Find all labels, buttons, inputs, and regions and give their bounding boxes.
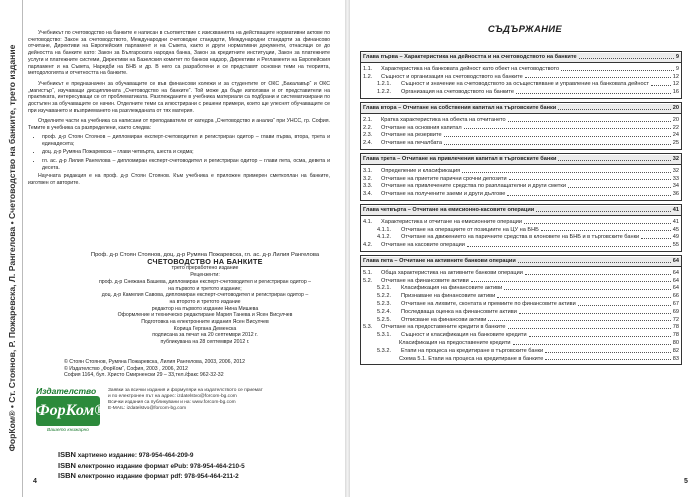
toc-page-number: 64 — [672, 257, 679, 264]
toc-leader-dots — [464, 128, 671, 129]
toc-entry-number: 2.1. — [363, 116, 373, 123]
toc-entry-number: 5.3.1. — [377, 332, 391, 339]
toc-page-number: 55 — [672, 242, 679, 249]
toc-leader-dots — [444, 144, 671, 145]
toc-entry-number: 3.1. — [363, 167, 373, 174]
toc-entry-number: 3.3. — [363, 183, 373, 190]
intro-paragraph-2: Учебникът е предназначен за обучаващите се във финансови колежи и за студентите от ОКС „Бакалавър“ и ОКС „магистър“, изучаващи дисциплината „Счетоводство на банките“. Той може да бъде използван и от представители на практиката, интересуващи се от проблематиката. Разглежданите в учебника материали са подбрани и систематизирани по достъпен за обучаващите се начин. Отделните теми са илюстрирани с решени примери, които ще улеснят обучаващите се при изучаването и възприемането на разглежданата от тях материя. — [28, 80, 330, 114]
toc-title: СЪДЪРЖАНИЕ — [487, 24, 563, 35]
reviewers-label: Рецензенти: — [190, 272, 220, 279]
toc-leader-dots — [578, 305, 671, 306]
isbn-label: ISBN — [58, 471, 76, 480]
authors-list-item: • доц. д-р Румяна Пожаревска – глави четвърта, шеста и седма; — [42, 149, 330, 156]
toc-leader-dots — [507, 195, 670, 196]
copyright-line: © Стоян Стоянов, Румяна Пожаревска, Лилия Рангелова, 2003, 2006, 2012 — [64, 359, 245, 365]
toc-entry-title: Признаване на финансовите активи — [401, 293, 496, 300]
toc-entry[interactable] — [363, 219, 679, 226]
toc-chapter — [360, 51, 682, 99]
toc-page-number: 9 — [675, 54, 679, 60]
publisher-info-line: E-MAIL: izdatelstvo@forcom-bg.com — [108, 406, 187, 412]
toc-page-number: 25 — [672, 140, 679, 147]
toc-entry-number: 1.2.1. — [377, 81, 391, 88]
editor-note: Научната редакция е на проф. д-р Стоян Стоянов. Към учебника е приложен примерен сметкоплан на банките, изготвен от авторите. — [28, 173, 330, 187]
toc-entry-title: Отчитане на движението на паричните средства в клоновете на БНБ и в търговските банки — [401, 234, 640, 241]
toc-page-number: 34 — [672, 183, 679, 190]
toc-page-number: 78 — [672, 324, 679, 331]
spine-text: ФорКом® • Ст. Стоянов, Р. Пожаревска, Л. Рангелова • Счетоводство на банките, трето издание — [7, 44, 17, 452]
toc-leader-dots — [462, 172, 671, 173]
toc-entry-title: Същност и класификация на банковите кредити — [401, 332, 527, 339]
toc-leader-dots — [561, 70, 674, 71]
toc-leader-dots — [497, 297, 671, 298]
toc-chapter-items — [361, 217, 681, 251]
toc-entry-number: 5.2.5. — [377, 316, 391, 323]
toc-page-number: 9 — [675, 65, 679, 72]
toc-entry-number: 5.1. — [363, 269, 373, 276]
toc-entry-number: 5.3. — [363, 324, 373, 331]
toc-page-number: 24 — [672, 132, 679, 139]
toc-entry[interactable] — [363, 74, 679, 81]
toc-entry[interactable] — [363, 309, 679, 316]
toc-leader-dots — [516, 93, 671, 94]
toc-leader-dots — [541, 230, 671, 231]
authors-list-item: • гл. ас. д-р Лилия Рангелова – дипломиран експерт-счетоводител и регистриран одитор – глави пета, осма, девета и десета. — [42, 158, 330, 171]
toc-leader-dots — [651, 85, 671, 86]
toc-entry-title: Отчитане на основния капитал — [381, 124, 462, 131]
toc-entry-title: Организация на счетоводството на банките — [401, 89, 515, 96]
publisher-info — [108, 388, 333, 412]
toc-chapter — [360, 255, 682, 365]
isbn-block — [58, 450, 343, 482]
toc-entry[interactable] — [363, 293, 679, 300]
toc-leader-dots — [513, 344, 671, 345]
toc-entry[interactable] — [363, 285, 679, 292]
toc-page-number: 72 — [672, 316, 679, 323]
toc-entry[interactable] — [363, 132, 679, 139]
toc-entry[interactable] — [363, 332, 679, 339]
toc-entry[interactable] — [363, 270, 679, 277]
toc-leader-dots — [558, 109, 671, 110]
copyright-line: София 1164, бул. Христо Смирненски 29 – 33,тел./факс 962-32-32 — [64, 372, 224, 379]
toc-leader-dots — [579, 58, 674, 59]
authors-list — [28, 134, 330, 172]
toc-chapter-title: Глава втора – Отчитане на собствения капитал на търговските банки — [363, 104, 557, 111]
print-date: подписана за печат на 20 септември 2012 г. — [152, 332, 258, 339]
reviewer-2: доц. д-р Камелия Савова, дипломиран експерт-счетоводител и регистриран одитор – — [101, 292, 309, 299]
toc-chapter-heading[interactable] — [361, 257, 681, 267]
toc-page-number: 20 — [672, 104, 679, 111]
toc-leader-dots — [641, 238, 671, 239]
toc-leader-dots — [508, 121, 671, 122]
toc-entry-number: 4.1.2. — [377, 234, 391, 241]
toc-entry-title: Схема 5.1. Етапи на процеса на кредитиране в банките — [399, 355, 544, 362]
design-credit: Оформление и техническо редактиране Мария Танева и Ясен Висулчев — [117, 312, 293, 319]
toc-entry[interactable] — [363, 301, 679, 308]
toc-page-number: 64 — [672, 277, 679, 284]
isbn-label: ISBN — [58, 460, 76, 470]
copyright-line: © Издателство „ФорКом“, София, 2003 , 2006, 2012 — [64, 365, 188, 372]
toc-entry[interactable] — [363, 140, 679, 147]
toc-entry-title: Отчитане на касовите операции — [381, 242, 465, 249]
toc-entry[interactable] — [363, 317, 679, 324]
toc-entry-number: 2.4. — [363, 140, 373, 147]
toc-leader-dots — [545, 359, 670, 360]
toc-page-number: 45 — [672, 226, 679, 233]
toc-entry-number: 3.2. — [363, 175, 373, 182]
toc-chapter-items — [361, 166, 681, 200]
toc-entry[interactable] — [363, 191, 679, 198]
toc-page-number: 78 — [672, 332, 679, 339]
authors-list-item: • проф. д-р Стоян Стоянов – дипломиран експерт-счетоводител и регистриран одитор – глави първа, втора, трета и единадесета; — [42, 134, 330, 147]
toc-chapter-heading[interactable] — [361, 53, 681, 63]
publish-date: публикувана на 28 септември 2012 г. — [160, 339, 250, 346]
toc-leader-dots — [545, 352, 671, 353]
toc-page-number: 22 — [672, 124, 679, 131]
publisher-info-line: Заявки за всички издания и формуляри на издателството се приемат — [108, 388, 263, 393]
table-of-contents — [360, 48, 682, 365]
intro-paragraph-1: Учебникът по счетоводство на банките е написан в съответствие с изискванията на действащите нормативни актове по счетоводство: Закон за счетоводството, Международни счетоводни стандарти, Международни стандарти за финансово отчитане, Директиви на Европейския парламент и на Съвета, както и други нормативни документи, отнасящи се до дейността на банките като: Закон за Българската народна банка, Закон за кредитните институции, Закон за платежните услуги и платежните системи, Директиви на Базелския комитет по банков надзор, Директиви и Регламенти на Европейския парламент и на Съвета, Наредби на БНБ и др. В него са разработени и се представят основни теми на теорията, методологията и отчетността на банките. — [28, 30, 330, 77]
toc-entry[interactable] — [363, 234, 679, 241]
reviewer-2-note: на второто и третото издание — [169, 298, 241, 305]
toc-entry-number: 5.2.4. — [377, 308, 391, 315]
toc-entry-title: Отчитане на резервите — [381, 132, 442, 139]
toc-entry-number: 5.3.2. — [377, 347, 391, 354]
toc-page-number: 80 — [672, 339, 679, 346]
toc-entry-number: 5.2.1. — [377, 285, 391, 292]
imprint — [80, 252, 330, 346]
toc-entry[interactable] — [363, 278, 679, 285]
toc-chapter-title: Глава първа – Характеристика на дейността и на счетоводството на банките — [363, 54, 577, 60]
toc-leader-dots — [504, 289, 670, 290]
toc-leader-dots — [467, 246, 671, 247]
toc-leader-dots — [525, 274, 671, 275]
toc-leader-dots — [444, 136, 671, 137]
toc-entry-title: Отчитане на операциите от позициите на ЦУ на БНБ — [401, 226, 539, 233]
toc-entry-title: Същност и значение на счетоводството за осъществяване и управление на банковата дейност — [401, 81, 649, 88]
toc-entry-title: Отчитане на финансовите активи — [381, 277, 469, 284]
publisher-logo: ФорКом® — [36, 396, 100, 426]
toc-entry-number: 4.2. — [363, 242, 373, 249]
toc-chapter-heading[interactable] — [361, 155, 681, 165]
publisher-logo-area — [30, 386, 340, 446]
toc-page-number: 64 — [672, 269, 679, 276]
toc-entry[interactable] — [363, 340, 679, 347]
toc-entry-title: Етапи на процеса на кредитиране в търговските банки — [401, 347, 544, 354]
cover-credit: Корица Гергана Деменска — [173, 325, 237, 332]
isbn-line — [58, 471, 343, 482]
right-page — [350, 0, 700, 497]
publisher-slogan: Вашето книжарно — [47, 428, 89, 433]
toc-entry-title: Характеристика и отчитане на емисионните операции — [381, 218, 523, 225]
toc-leader-dots — [536, 211, 671, 212]
toc-page-number: 66 — [672, 293, 679, 300]
toc-page-number: 32 — [672, 167, 679, 174]
toc-chapter-items — [361, 64, 681, 98]
toc-chapter-title: Глава четвърта – Отчитане на емисионно-касовите операции — [363, 206, 535, 213]
toc-entry[interactable] — [363, 183, 679, 190]
toc-entry-title: Отчитане на приетите парични срочни депозити — [381, 175, 507, 182]
toc-entry-title: Същност и организация на счетоводството на банките — [381, 73, 523, 80]
toc-entry-number: 1.1. — [363, 65, 373, 72]
toc-leader-dots — [488, 320, 670, 321]
toc-page-number: 20 — [672, 116, 679, 123]
toc-entry-number: 1.2.2. — [377, 89, 391, 96]
toc-entry-title: Кратка характеристика на обекта на отчитането — [381, 116, 506, 123]
toc-chapter-heading[interactable] — [361, 104, 681, 114]
toc-entry[interactable] — [363, 81, 679, 88]
publisher-info-line: и по електронен път на адрес: izdatelstvo@forcom-bg.com — [108, 394, 237, 400]
toc-entry-number: 3.4. — [363, 191, 373, 198]
toc-entry-number: 4.1. — [363, 218, 373, 225]
toc-entry[interactable] — [363, 125, 679, 132]
toc-chapter — [360, 204, 682, 252]
toc-leader-dots — [524, 223, 671, 224]
toc-page-number: 16 — [672, 89, 679, 96]
toc-entry[interactable] — [363, 168, 679, 175]
toc-entry[interactable] — [363, 348, 679, 355]
toc-entry[interactable] — [363, 89, 679, 96]
reviewer-1-note: на първото и третото издание; — [168, 285, 242, 292]
publisher-info-line: Всички издания са публикувани и на: www.forcom-bg.com — [108, 400, 236, 406]
toc-entry-number: 1.2. — [363, 73, 373, 80]
toc-entry[interactable] — [363, 66, 679, 73]
toc-page-number: 36 — [672, 191, 679, 198]
toc-entry-number: 5.2. — [363, 277, 373, 284]
toc-page-number: 82 — [672, 347, 679, 354]
toc-page-number: 41 — [672, 206, 679, 213]
toc-page-number: 41 — [672, 218, 679, 225]
toc-entry[interactable] — [363, 242, 679, 249]
ebook-credit: Подготовка на електронните издания Ясен Висулчев — [141, 319, 269, 326]
toc-chapter-items — [361, 115, 681, 149]
toc-page-number: 67 — [672, 300, 679, 307]
book-title: СЧЕТОВОДСТВО НА БАНКИТЕ — [147, 256, 263, 266]
toc-leader-dots — [558, 160, 670, 161]
toc-entry-number: 2.2. — [363, 124, 373, 131]
toc-entry-title: Класификация на финансовите активи — [401, 285, 503, 292]
toc-leader-dots — [471, 281, 671, 282]
toc-entry-title: Отчитане на получените заеми и други дългове — [381, 191, 506, 198]
reviewer-1: проф. д-р Снежана Башева, дипломиран експерт-счетоводител и регистриран одитор – — [98, 278, 312, 285]
page-number-left: 4 — [33, 478, 37, 485]
toc-page-number: 32 — [672, 155, 679, 162]
isbn-label: ISBN — [58, 450, 76, 459]
toc-chapter-title: Глава трета – Отчитане на привлечения капитал в търговските банки — [363, 155, 557, 162]
isbn-line — [58, 450, 343, 461]
toc-entry[interactable] — [363, 324, 679, 331]
editor: редактор на първото издание Нина Мишева — [151, 305, 259, 312]
toc-page-number: 12 — [672, 81, 679, 88]
toc-entry[interactable] — [363, 227, 679, 234]
toc-entry-number: 2.3. — [363, 132, 373, 139]
toc-entry[interactable] — [363, 356, 679, 363]
intro-text — [28, 30, 330, 187]
toc-entry-title: Последваща оценка на финансовите активи — [401, 308, 517, 315]
toc-page-number: 33 — [672, 175, 679, 182]
toc-page-number: 49 — [672, 234, 679, 241]
isbn-text: хартиено издание: 978-954-464-209-9 — [77, 452, 194, 459]
page-number-right: 5 — [684, 478, 688, 485]
isbn-line — [58, 461, 343, 472]
edition: трето преработено издание — [171, 265, 239, 272]
toc-entry-number: 5.2.3. — [377, 300, 391, 307]
left-page — [0, 0, 345, 497]
book-spine — [2, 0, 23, 497]
toc-chapter-title: Глава пета – Отчитане на активните банкови операции — [363, 257, 516, 264]
toc-entry-number: 5.2.2. — [377, 293, 391, 300]
toc-page-number: 83 — [672, 355, 679, 362]
toc-entry-title: Отчитане на привлечените средства по разплащателни и други сметки — [381, 183, 566, 190]
intro-paragraph-3: Отделните части на учебника са написани от преподаватели от катедра „Счетоводство и анализ“ при УНСС, гр. София. Темите в учебника са разпределени, както следва: — [28, 118, 330, 132]
toc-leader-dots — [508, 328, 671, 329]
toc-entry-title: Отписване на финансови активи — [401, 316, 487, 323]
publisher-label: Издателство — [36, 386, 97, 396]
toc-entry[interactable] — [363, 117, 679, 124]
toc-chapter — [360, 102, 682, 150]
toc-leader-dots — [518, 262, 671, 263]
isbn-text: електронно издание формат pdf: 978-954-464-211-2 — [77, 473, 239, 480]
toc-entry[interactable] — [363, 176, 679, 183]
toc-leader-dots — [519, 313, 671, 314]
toc-page-number: 69 — [672, 308, 679, 315]
toc-entry-title: Отчитане на печалбата — [381, 140, 442, 147]
toc-chapter-heading[interactable] — [361, 206, 681, 216]
copyright-block — [64, 359, 334, 379]
toc-page-number: 64 — [672, 285, 679, 292]
toc-entry-title: Определение и класификация — [381, 167, 461, 174]
toc-leader-dots — [529, 336, 671, 337]
toc-entry-title: Обща характеристика на активните банкови операции — [381, 269, 523, 276]
imprint-authors: Проф. д-р Стоян Стоянов, доц. д-р Румяна Пожаревска, гл. ас. д-р Лилия Рангелова — [90, 252, 320, 258]
toc-entry-title: Отчитане на лихвите, сконтата и премиите по финансовите активи — [401, 300, 576, 307]
isbn-text: електронно издание формат ePub: 978-954-464-210-5 — [77, 462, 245, 470]
toc-leader-dots — [568, 187, 671, 188]
toc-entry-title: Отчитане на предоставените кредити в банките — [381, 324, 506, 331]
toc-entry-number: 4.1.1. — [377, 226, 391, 233]
toc-chapter-items — [361, 268, 681, 365]
toc-page-number: 12 — [672, 73, 679, 80]
toc-leader-dots — [509, 179, 671, 180]
toc-entry-title: Класификация на предоставените кредити — [399, 339, 511, 346]
toc-leader-dots — [525, 77, 671, 78]
toc-entry-title: Характеристика на банковата дейност като обект на счетоводството — [381, 65, 560, 72]
toc-chapter — [360, 153, 682, 201]
